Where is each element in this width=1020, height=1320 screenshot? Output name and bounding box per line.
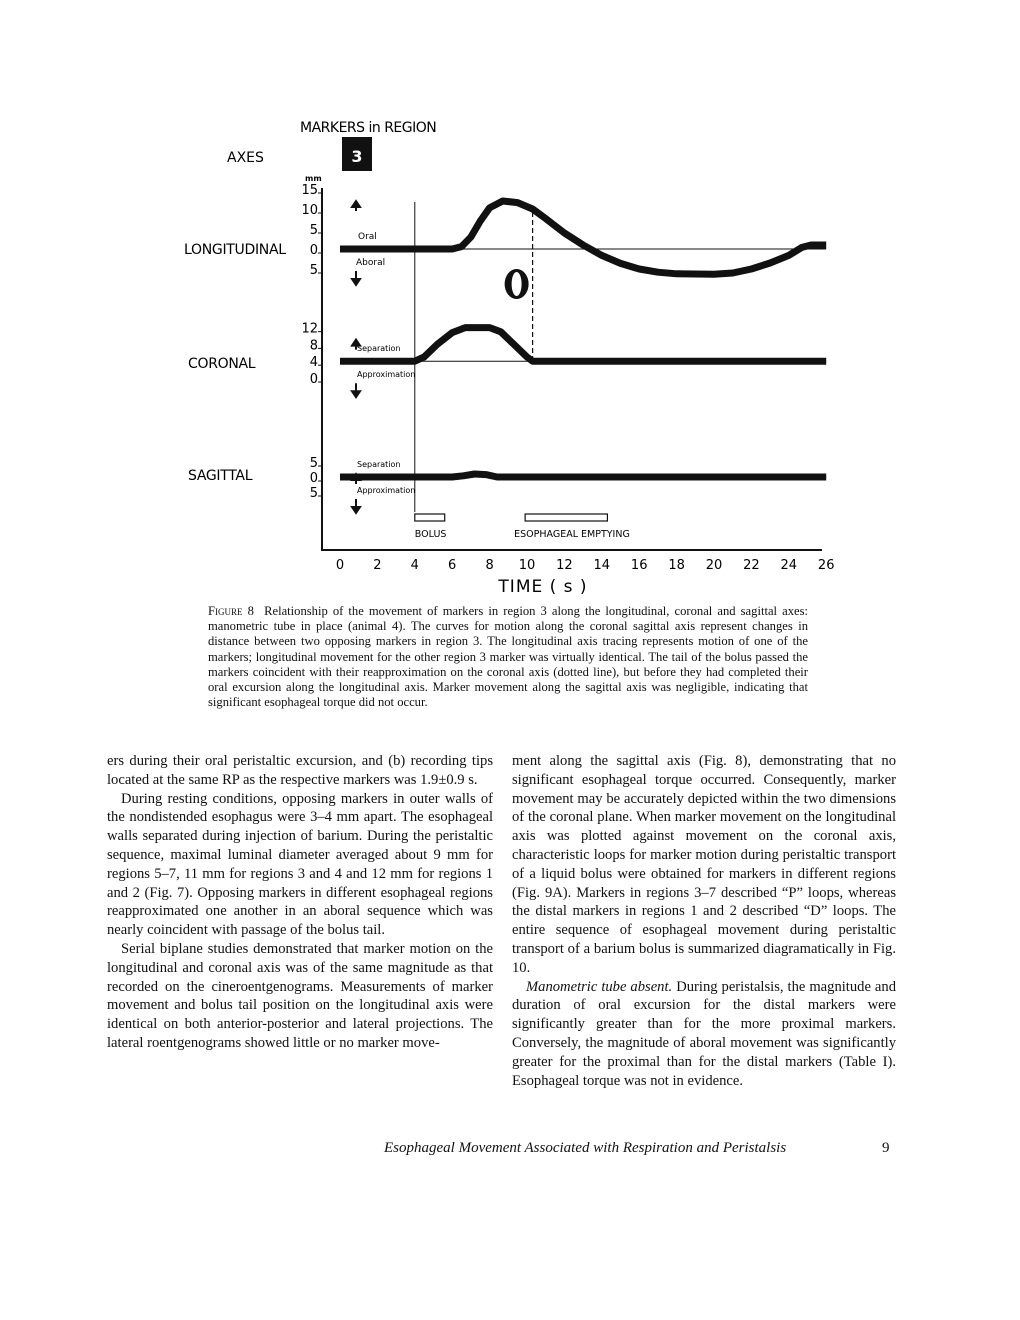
interval-bar-1 bbox=[525, 514, 607, 521]
y-tick-label: 4 bbox=[309, 355, 318, 371]
panel-heading-longitudinal: LONGITUDINAL bbox=[184, 242, 286, 258]
unit-label: mm bbox=[305, 174, 322, 183]
caption-lead: Figure 8 bbox=[208, 604, 254, 618]
x-axis-label: TIME ( s ) bbox=[498, 577, 588, 597]
down-direction-label: Aboral bbox=[356, 258, 386, 268]
x-tick-label: 20 bbox=[705, 558, 723, 573]
bolus-tail-marker-icon-inner bbox=[512, 272, 522, 296]
x-tick-label: 16 bbox=[630, 558, 648, 573]
up-direction-label: Separation bbox=[357, 344, 401, 354]
x-tick-label: 26 bbox=[817, 558, 835, 573]
y-tick-label: 15 bbox=[301, 183, 318, 198]
region-number: 3 bbox=[351, 147, 363, 166]
y-tick-label: 10 bbox=[301, 203, 318, 218]
up-arrow-icon bbox=[352, 201, 360, 211]
paragraph: ment along the sagittal axis (Fig. 8), demonstrating that no significant esophageal torque occurred. Consequently, marker movement may be accurately depicted within the two dimensions of the coronal plane. When marker movement on the longitudinal axis was plotted against movement on the coronal axis, characteristic loops for marker motion during peristaltic transport of a liquid bolus were obtained for markers in different regions (Fig. 9A). Markers in regions 3–7 described “P” loops, whereas the distal markers in regions 1 and 2 described “D” loops. The entire sequence of esophageal movement during peristaltic transport of a barium bolus is summarized diagramatically in Fig. 10. bbox=[512, 753, 896, 976]
y-tick-label: 5 bbox=[309, 223, 318, 238]
right-column bbox=[512, 752, 896, 1090]
up-direction-label: Oral bbox=[358, 232, 377, 242]
left-column bbox=[107, 752, 493, 1053]
panel-heading-sagittal: SAGITTAL bbox=[188, 468, 253, 484]
y-tick-label: 0 bbox=[309, 471, 318, 486]
x-tick-label: 4 bbox=[410, 558, 419, 573]
y-tick-label: 12 bbox=[301, 321, 318, 337]
interval-bar-0 bbox=[415, 514, 445, 521]
paragraph: ers during their oral peristaltic excursion, and (b) recording tips located at the same RP as the respective markers was 1.9±0.9 s. bbox=[107, 753, 493, 788]
x-tick-label: 10 bbox=[518, 558, 536, 573]
running-title: Esophageal Movement Associated with Respiration and Peristalsis bbox=[384, 1140, 787, 1156]
down-arrow-icon bbox=[352, 271, 360, 285]
chart-title: MARKERS in REGION bbox=[300, 120, 437, 136]
y-tick-label: 5 bbox=[309, 263, 318, 278]
x-tick-label: 14 bbox=[593, 558, 611, 573]
paragraph-text: During peristalsis, the magnitude and duration of oral excursion for the distal markers were significantly greater than for the more proximal markers. Conversely, the magnitude of aboral movement was significantly greater for the proximal than for the distal markers (Table I). Esophageal torque was not in evidence. bbox=[512, 978, 896, 1089]
y-tick-label: 8 bbox=[309, 338, 318, 354]
down-direction-label: Approximation bbox=[357, 370, 416, 380]
y-tick-label: 5 bbox=[309, 456, 318, 471]
axes-heading: AXES bbox=[227, 150, 264, 166]
down-direction-label: Approximation bbox=[357, 486, 416, 495]
caption-text: Relationship of the movement of markers in region 3 along the longitudinal, coronal and sagittal axes: manometric tube in place (animal 4). The curves for motion along the coronal sagittal axis represent changes in distance between two opposing markers in region 3. The longitudinal axis tracing represents motion of one of the markers; longitudinal movement for the other region 3 marker was virtually identical. The tail of the bolus passed the markers coincident with their reapproximation on the coronal axis (dotted line), but before they had completed their oral excursion along the longitudinal axis. Marker movement along the sagittal axis was negligible, indicating that significant esophageal torque did not occur. bbox=[208, 604, 808, 710]
page-number: 9 bbox=[882, 1140, 890, 1156]
series-line-longitudinal bbox=[340, 201, 826, 274]
y-tick-label: 5 bbox=[309, 486, 318, 501]
x-tick-label: 12 bbox=[556, 558, 573, 573]
paragraph: Serial biplane studies demonstrated that marker motion on the longitudinal and coronal axis was of the same magnitude as that recorded on the cineroentgenograms. Measurements of marker movement and bolus tail position on the longitudinal axis were identical on both anterior-posterior and lateral projections. The lateral roentgenograms showed little or no marker move- bbox=[107, 940, 493, 1051]
interval-label: ESOPHAGEAL EMPTYING bbox=[514, 529, 630, 540]
x-tick-label: 0 bbox=[335, 558, 345, 573]
panel-heading-coronal: CORONAL bbox=[188, 356, 256, 372]
figure-caption bbox=[208, 604, 808, 710]
figure-8-chart bbox=[0, 0, 1020, 600]
y-tick-label: 0 bbox=[309, 372, 318, 387]
series-line-sagittal bbox=[340, 474, 826, 477]
interval-label: BOLUS bbox=[414, 529, 447, 540]
paragraph: During resting conditions, opposing markers in outer walls of the nondistended esophagus were 3–4 mm apart. The esophageal walls separated during injection of barium. During the peristaltic sequence, maximal luminal diameter averaged about 9 mm for regions 5–7, 11 mm for regions 3 and 4 and 12 mm for regions 1 and 2 (Fig. 7). Opposing markers in different esophageal regions reapproximated one another in an aboral sequence which was nearly coincident with passage of the bolus tail. bbox=[107, 790, 493, 939]
x-tick-label: 8 bbox=[485, 558, 494, 573]
up-direction-label: Separation bbox=[357, 460, 401, 469]
series-line-coronal bbox=[340, 328, 826, 362]
y-tick-label: 0 bbox=[309, 243, 318, 258]
x-tick-label: 2 bbox=[373, 558, 382, 573]
x-tick-label: 6 bbox=[448, 558, 457, 573]
x-tick-label: 24 bbox=[780, 558, 798, 573]
x-tick-label: 22 bbox=[743, 558, 760, 573]
paragraph bbox=[512, 978, 896, 1091]
x-tick-label: 18 bbox=[668, 558, 685, 573]
down-arrow-icon bbox=[352, 383, 360, 397]
down-arrow-icon bbox=[352, 499, 360, 513]
run-in-heading: Manometric tube absent. bbox=[526, 978, 673, 995]
